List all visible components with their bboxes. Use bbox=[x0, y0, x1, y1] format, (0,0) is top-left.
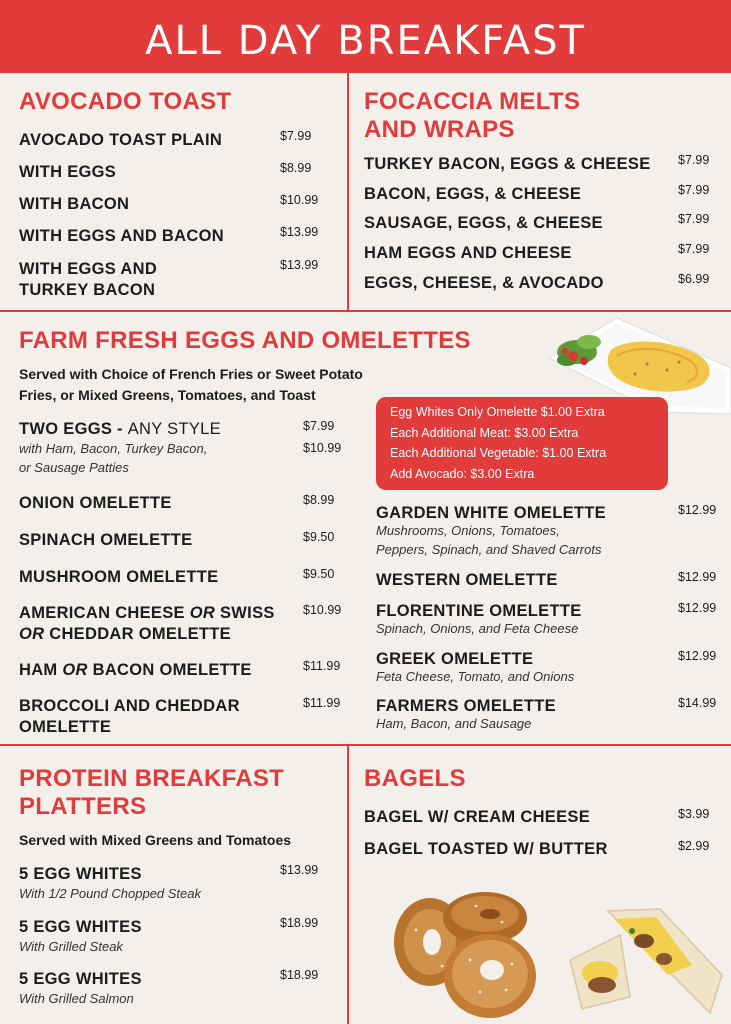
extra-label: Egg Whites Only Omelette bbox=[390, 405, 538, 419]
platter-name: 5 EGG WHITES bbox=[19, 865, 142, 883]
extra-line bbox=[390, 464, 668, 485]
page-title: ALL DAY BREAKFAST bbox=[0, 0, 731, 73]
focaccia-item-price: $6.99 bbox=[678, 272, 710, 286]
eggs-title: FARM FRESH EGGS AND OMELETTES bbox=[19, 327, 471, 354]
focaccia-item-name: EGGS, CHEESE, & AVOCADO bbox=[364, 274, 604, 292]
focaccia-item-name: SAUSAGE, EGGS, & CHEESE bbox=[364, 214, 603, 232]
omelette-or: OR bbox=[189, 604, 216, 622]
omelette-name: GREEK OMELETTE bbox=[376, 650, 534, 668]
omelette-price: $12.99 bbox=[678, 649, 717, 663]
omelette-price: $8.99 bbox=[303, 493, 335, 507]
bagel-name: BAGEL W/ CREAM CHEESE bbox=[364, 808, 591, 826]
omelette-desc: Ham, Bacon, and Sausage bbox=[376, 716, 532, 731]
two-eggs-price: $7.99 bbox=[303, 419, 335, 433]
eggs-subtitle: Served with Choice of French Fries or Sweet Potato bbox=[19, 366, 363, 382]
omelette-name: WESTERN OMELETTE bbox=[376, 571, 558, 589]
platter-price: $13.99 bbox=[280, 863, 319, 877]
avocado-item-name: WITH EGGS AND bbox=[19, 260, 158, 278]
bagel-price: $2.99 bbox=[678, 839, 710, 853]
omelette-name: FLORENTINE OMELETTE bbox=[376, 602, 582, 620]
divider-horizontal-1 bbox=[0, 310, 731, 312]
extra-value: $3.00 Extra bbox=[514, 425, 579, 440]
focaccia-item-price: $7.99 bbox=[678, 212, 710, 226]
omelette-price: $12.99 bbox=[678, 503, 717, 517]
omelette-price: $12.99 bbox=[678, 570, 717, 584]
omelette-name: OMELETTE bbox=[19, 718, 112, 736]
protein-title: PLATTERS bbox=[19, 793, 147, 820]
focaccia-title: AND WRAPS bbox=[364, 116, 515, 143]
omelette-price: $9.50 bbox=[303, 530, 335, 544]
omelette-name-part: AMERICAN CHEESE bbox=[19, 604, 185, 622]
two-eggs-label: TWO EGGS - bbox=[19, 420, 123, 438]
omelette-price: $11.99 bbox=[303, 696, 341, 710]
focaccia-item-name: BACON, EGGS, & CHEESE bbox=[364, 185, 582, 203]
focaccia-item-price: $7.99 bbox=[678, 242, 710, 256]
omelette-price: $9.50 bbox=[303, 567, 335, 581]
avocado-item-name: WITH EGGS bbox=[19, 163, 117, 181]
omelette-or: OR bbox=[19, 625, 45, 643]
bagel-name: BAGEL TOASTED W/ BUTTER bbox=[364, 840, 608, 858]
extra-label: Each Additional Meat: bbox=[390, 425, 511, 440]
extras-badge bbox=[376, 397, 668, 490]
omelette-name-part: BACON OMELETTE bbox=[92, 661, 252, 679]
omelette-price: $11.99 bbox=[303, 659, 341, 673]
avocado-title: AVOCADO TOAST bbox=[19, 88, 232, 115]
avocado-item-price: $13.99 bbox=[280, 258, 319, 272]
platter-price: $18.99 bbox=[280, 916, 319, 930]
platter-desc: With 1/2 Pound Chopped Steak bbox=[19, 886, 202, 901]
eggs-subtitle: Fries, or Mixed Greens, Tomatoes, and Toast bbox=[19, 387, 316, 403]
divider-vertical-top bbox=[347, 73, 349, 311]
avocado-item-name: WITH BACON bbox=[19, 195, 130, 213]
omelette-desc: Mushrooms, Onions, Tomatoes, bbox=[376, 523, 560, 538]
omelette-name bbox=[19, 660, 252, 680]
omelette-name: BROCCOLI AND CHEDDAR bbox=[19, 697, 240, 715]
extra-label: Each Additional Vegetable: bbox=[390, 446, 539, 460]
focaccia-item-price: $7.99 bbox=[678, 153, 710, 167]
platter-desc: With Grilled Steak bbox=[19, 939, 123, 954]
omelette-desc: Peppers, Spinach, and Shaved Carrots bbox=[376, 542, 602, 557]
protein-subtitle: Served with Mixed Greens and Tomatoes bbox=[19, 832, 292, 848]
focaccia-item-name: HAM EGGS AND CHEESE bbox=[364, 244, 572, 262]
avocado-item-name: TURKEY BACON bbox=[19, 281, 156, 299]
omelette-price: $14.99 bbox=[678, 696, 717, 710]
extra-value: $3.00 Extra bbox=[470, 466, 535, 481]
extra-value: $1.00 Extra bbox=[540, 405, 605, 419]
two-eggs-desc: or Sausage Patties bbox=[19, 460, 129, 475]
avocado-item-price: $10.99 bbox=[280, 193, 319, 207]
focaccia-item-name: TURKEY BACON, EGGS & CHEESE bbox=[364, 155, 651, 173]
protein-title: PROTEIN BREAKFAST bbox=[19, 765, 285, 792]
extra-line bbox=[390, 402, 668, 423]
wrap-image bbox=[560, 905, 725, 1020]
omelette-name-part: CHEDDAR OMELETTE bbox=[49, 625, 231, 643]
omelette-desc: Feta Cheese, Tomato, and Onions bbox=[376, 669, 575, 684]
omelette-price: $12.99 bbox=[678, 601, 717, 615]
extra-value: $1.00 Extra bbox=[542, 446, 607, 460]
divider-horizontal-2 bbox=[0, 744, 731, 746]
omelette-name: FARMERS OMELETTE bbox=[376, 697, 556, 715]
omelette-name-part: SWISS bbox=[220, 604, 275, 622]
omelette-or: OR bbox=[62, 661, 88, 679]
omelette-name: GARDEN WHITE OMELETTE bbox=[376, 504, 606, 522]
two-eggs-desc-price: $10.99 bbox=[303, 441, 342, 455]
avocado-item-price: $13.99 bbox=[280, 225, 319, 239]
two-eggs-name bbox=[19, 419, 221, 439]
extra-line bbox=[390, 443, 668, 464]
omelette-name-part: HAM bbox=[19, 661, 58, 679]
platter-price: $18.99 bbox=[280, 968, 319, 982]
omelette-name: ONION OMELETTE bbox=[19, 494, 172, 512]
omelette-price: $10.99 bbox=[303, 603, 342, 617]
platter-name: 5 EGG WHITES bbox=[19, 918, 142, 936]
platter-name: 5 EGG WHITES bbox=[19, 970, 142, 988]
focaccia-item-price: $7.99 bbox=[678, 183, 710, 197]
bagels-title: BAGELS bbox=[364, 765, 466, 792]
omelette-name: MUSHROOM OMELETTE bbox=[19, 568, 219, 586]
avocado-item-price: $7.99 bbox=[280, 129, 312, 143]
omelette-name bbox=[19, 603, 275, 623]
divider-vertical-bottom bbox=[347, 745, 349, 1024]
avocado-item-name: WITH EGGS AND BACON bbox=[19, 227, 224, 245]
avocado-item-name: AVOCADO TOAST PLAIN bbox=[19, 131, 223, 149]
bagels-image bbox=[390, 880, 540, 1020]
extra-label: Add Avocado: bbox=[390, 466, 467, 481]
bagel-price: $3.99 bbox=[678, 807, 710, 821]
two-eggs-style: ANY STYLE bbox=[127, 420, 221, 438]
omelette-name bbox=[19, 624, 231, 644]
avocado-item-price: $8.99 bbox=[280, 161, 312, 175]
extra-line bbox=[390, 423, 668, 444]
omelette-desc: Spinach, Onions, and Feta Cheese bbox=[376, 621, 579, 636]
platter-desc: With Grilled Salmon bbox=[19, 991, 134, 1006]
focaccia-title: FOCACCIA MELTS bbox=[364, 88, 581, 115]
two-eggs-desc: with Ham, Bacon, Turkey Bacon, bbox=[19, 441, 208, 456]
omelette-name: SPINACH OMELETTE bbox=[19, 531, 193, 549]
